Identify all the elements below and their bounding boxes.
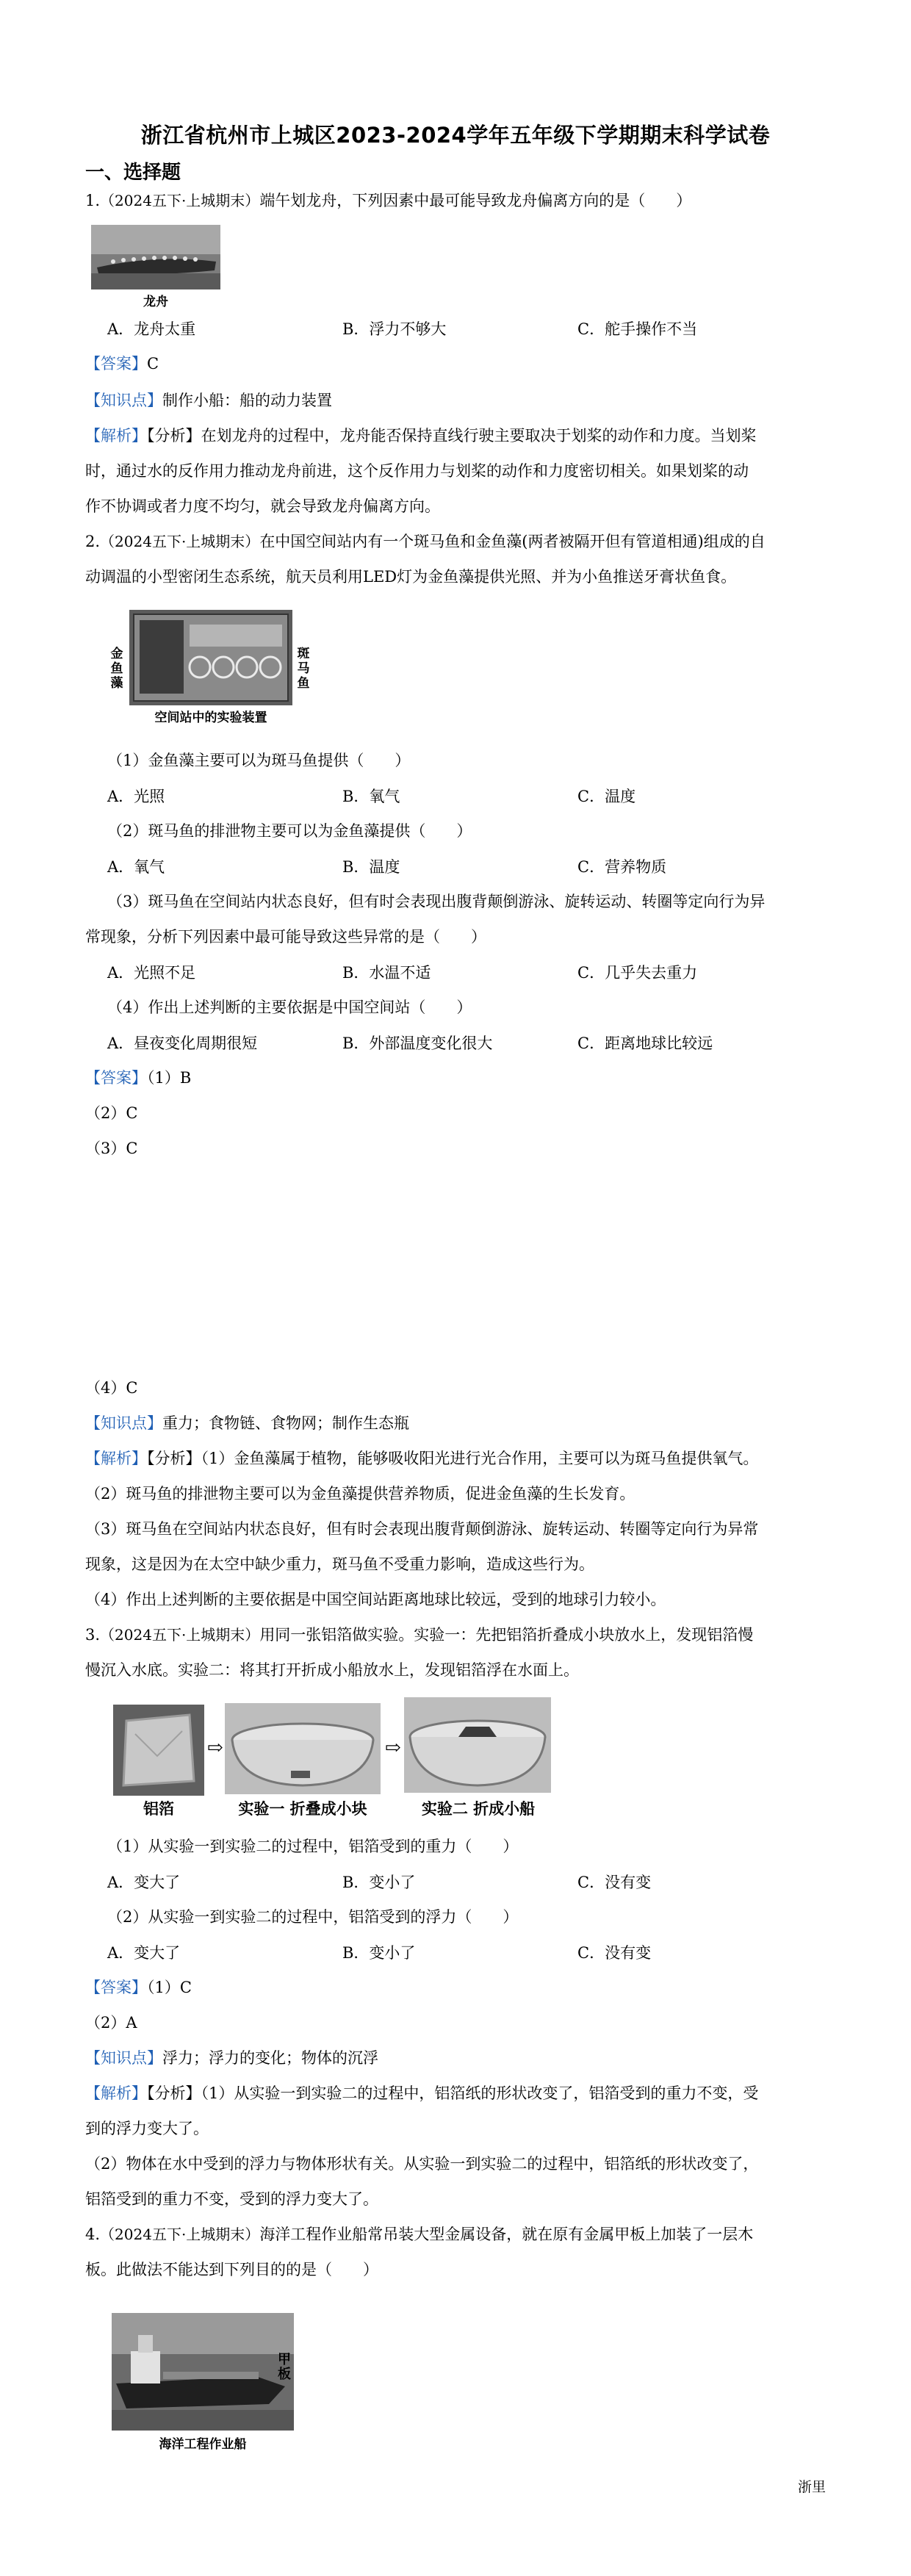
q1-knowledge: 【知识点】制作小船：船的动力装置 (85, 392, 332, 409)
space-station-experiment-image (129, 610, 292, 705)
q1-stem: 1.（2024五下·上城期末）端午划龙舟，下列因素中最可能导致龙舟偏离方向的是（ ） (85, 192, 692, 209)
q3-answer-2: （2）A (85, 2014, 137, 2032)
experiment-two-image (404, 1697, 551, 1793)
q1-analysis-line-1: 【解析】【分析】在划龙舟的过程中，龙舟能否保持直线行驶主要取决于划桨的动作和力度。当划桨 (85, 427, 757, 445)
q2-sub2-option-b: B．温度 (342, 858, 400, 876)
q2-sub4-option-a: A．昼夜变化周期很短 (107, 1035, 258, 1052)
dragon-boat-image (91, 225, 220, 289)
q3-analysis-line-2: 到的浮力变大了。 (85, 2120, 209, 2137)
q3-analysis-line-4: 铝箔受到的重力不变，受到的浮力变大了。 (85, 2190, 378, 2208)
q3-sub2-option-c: C．没有变 (577, 1944, 652, 1962)
q3-sub1-option-a: A．变大了 (107, 1874, 181, 1891)
experiment-two-caption: 实验二 折成小船 (421, 1800, 536, 1818)
section-heading: 一、选择题 (85, 162, 181, 184)
q2-answer-1: 【答案】（1）B (85, 1069, 192, 1087)
zebrafish-label: 斑马鱼 (297, 647, 310, 691)
q2-stem-line-1: 2.（2024五下·上城期末）在中国空间站内有一个斑马鱼和金鱼藻(两者被隔开但有管道相通)组成的自 (85, 533, 766, 550)
q3-answer-1: 【答案】（1）C (85, 1979, 192, 1996)
q2-sub4-stem: （4）作出上述判断的主要依据是中国空间站（ ） (107, 999, 472, 1016)
deck-label: 甲板 (278, 2352, 291, 2382)
q2-analysis-line-1: 【解析】【分析】（1）金鱼藻属于植物，能够吸收阳光进行光合作用，主要可以为斑马鱼提供氧气。 (85, 1450, 759, 1467)
q2-knowledge: 【知识点】重力；食物链、食物网；制作生态瓶 (85, 1414, 409, 1432)
q3-sub2-option-a: A．变大了 (107, 1944, 181, 1962)
dragon-boat-caption: 龙舟 (143, 295, 168, 309)
foil-caption: 铝箔 (143, 1800, 174, 1818)
q2-analysis-line-4: 现象，这是因为在太空中缺少重力，斑马鱼不受重力影响，造成这些行为。 (85, 1555, 594, 1573)
q3-stem-line-1: 3.（2024五下·上城期末）用同一张铝箔做实验。实验一：先把铝箔折叠成小块放水上，发现铝箔慢 (85, 1626, 754, 1644)
q2-sub3-option-a: A．光照不足 (107, 964, 196, 982)
q2-sub2-option-c: C．营养物质 (577, 858, 667, 876)
q3-sub2-stem: （2）从实验一到实验二的过程中，铝箔受到的浮力（ ） (107, 1908, 519, 1926)
q1-option-b: B．浮力不够大 (342, 320, 447, 338)
q3-sub1-stem: （1）从实验一到实验二的过程中，铝箔受到的重力（ ） (107, 1838, 519, 1855)
q3-sub2-option-b: B．变小了 (342, 1944, 416, 1962)
q2-sub3-stem-line-1: （3）斑马鱼在空间站内状态良好，但有时会表现出腹背颠倒游泳、旋转运动、转圈等定向行为异 (107, 893, 766, 910)
q3-sub1-option-c: C．没有变 (577, 1874, 652, 1891)
q3-stem-line-2: 慢沉入水底。实验二：将其打开折成小船放水上，发现铝箔浮在水面上。 (85, 1661, 579, 1679)
q3-knowledge: 【知识点】浮力；浮力的变化；物体的沉浮 (85, 2049, 378, 2067)
q2-analysis-line-3: （3）斑马鱼在空间站内状态良好，但有时会表现出腹背颠倒游泳、旋转运动、转圈等定向行为异常 (85, 1520, 759, 1538)
q2-stem-line-2: 动调温的小型密闭生态系统，航天员利用LED灯为金鱼藻提供光照、并为小鱼推送牙膏状鱼食。 (85, 568, 737, 586)
q2-sub4-option-c: C．距离地球比较远 (577, 1035, 713, 1052)
arrow-icon-2: ⇨ (385, 1737, 401, 1759)
q2-sub3-option-b: B．水温不适 (342, 964, 431, 982)
page-footer: 浙里 (797, 2479, 826, 2495)
q4-stem-line-2: 板。此做法不能达到下列目的的是（ ） (85, 2261, 378, 2278)
page-title: 浙江省杭州市上城区2023-2024学年五年级下学期期末科学试卷 (140, 123, 771, 148)
q4-stem-line-1: 4.（2024五下·上城期末）海洋工程作业船常吊装大型金属设备，就在原有金属甲板上加装了一层木 (85, 2226, 754, 2243)
q3-analysis-line-3: （2）物体在水中受到的浮力与物体形状有关。从实验一到实验二的过程中，铝箔纸的形状改变了， (85, 2155, 759, 2173)
arrow-icon-1: ⇨ (207, 1737, 223, 1759)
space-station-caption: 空间站中的实验装置 (154, 710, 267, 725)
q2-sub2-stem: （2）斑马鱼的排泄物主要可以为金鱼藻提供（ ） (107, 822, 472, 840)
goldfish-algae-label: 金鱼藻 (110, 647, 123, 691)
engineering-ship-image (112, 2313, 294, 2431)
engineering-ship-caption: 海洋工程作业船 (159, 2437, 247, 2452)
experiment-one-image (225, 1703, 381, 1794)
q2-sub1-option-a: A．光照 (107, 788, 165, 805)
q1-analysis-line-3: 作不协调或者力度不均匀，就会导致龙舟偏离方向。 (85, 497, 440, 515)
q2-sub1-option-b: B．氧气 (342, 788, 400, 805)
q2-sub3-option-c: C．几乎失去重力 (577, 964, 698, 982)
experiment-one-caption: 实验一 折叠成小块 (238, 1800, 367, 1818)
q3-sub1-option-b: B．变小了 (342, 1874, 416, 1891)
q1-option-a: A．龙舟太重 (107, 320, 196, 338)
q2-answer-2: （2）C (85, 1104, 138, 1122)
q2-answer-3: （3）C (85, 1140, 138, 1157)
q1-analysis-line-2: 时，通过水的反作用力推动龙舟前进，这个反作用力与划桨的动作和力度密切相关。如果划桨的动 (85, 462, 749, 480)
q1-option-c: C．舵手操作不当 (577, 320, 698, 338)
q1-answer: 【答案】C (85, 355, 159, 373)
q2-analysis-line-5: （4）作出上述判断的主要依据是中国空间站距离地球比较远，受到的地球引力较小。 (85, 1591, 666, 1608)
q2-sub4-option-b: B．外部温度变化很大 (342, 1035, 493, 1052)
q2-sub1-option-c: C．温度 (577, 788, 636, 805)
q2-sub2-option-a: A．氧气 (107, 858, 165, 876)
q2-analysis-line-2: （2）斑马鱼的排泄物主要可以为金鱼藻提供营养物质，促进金鱼藻的生长发育。 (85, 1485, 635, 1503)
q2-sub1-stem: （1）金鱼藻主要可以为斑马鱼提供（ ） (107, 752, 411, 769)
q3-analysis-line-1: 【解析】【分析】（1）从实验一到实验二的过程中，铝箔纸的形状改变了，铝箔受到的重力不变，受 (85, 2084, 759, 2102)
q2-sub3-stem-line-2: 常现象，分析下列因素中最可能导致这些异常的是（ ） (85, 928, 486, 946)
q2-answer-4: （4）C (85, 1379, 138, 1397)
aluminum-foil-image (113, 1705, 204, 1796)
